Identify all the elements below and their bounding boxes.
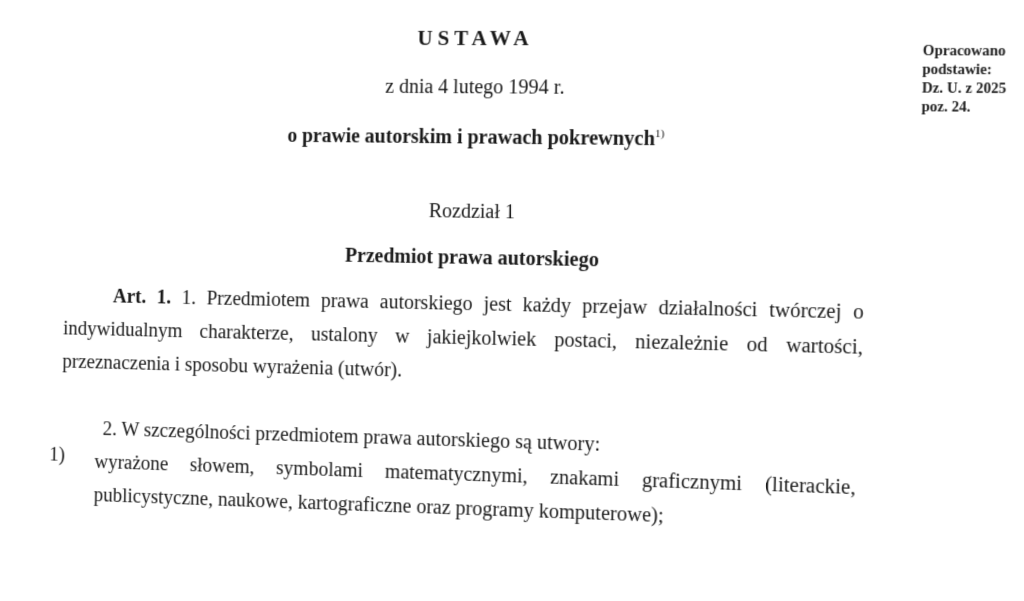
footnote-mark: 1) xyxy=(654,128,665,141)
source-note-line: poz. 24. xyxy=(921,99,971,116)
article-1-paragraph-2: 2. W szczególności przedmiotem prawa autorskiego są utwory: xyxy=(102,418,601,456)
act-date: z dnia 4 lutego 1994 r. xyxy=(385,75,565,99)
article-1-para-1-text: 1. Przedmiotem prawa autorskiego jest każdy przejaw działalności twórczej o indywidualnym charakterze, ustalony w jakiejkolwiek postaci, niezależnie od wartości, przeznaczenia i sposobu wyrażenia (utwór). xyxy=(62,287,865,382)
document-page xyxy=(10,0,1024,601)
act-type-heading: USTAWA xyxy=(417,25,535,51)
source-note-line: Opracowano xyxy=(922,43,1006,60)
source-note-line: podstawie: xyxy=(922,62,992,79)
list-item: wyrażone słowem, symbolami matematycznymi, znakami graficznymi (literackie, publicystyczne, naukowe, kartograficzne oraz programy komputerowe); xyxy=(93,451,857,528)
source-note xyxy=(921,43,1024,119)
chapter-number: Rozdział 1 xyxy=(428,200,516,224)
article-label: Art. 1. xyxy=(112,285,172,309)
source-note-line: Dz. U. z 2025 xyxy=(921,81,1007,98)
act-subject-text: o prawie autorskim i prawach pokrewnych xyxy=(287,124,656,151)
list-item-number: 1) xyxy=(49,443,66,466)
chapter-title: Przedmiot prawa autorskiego xyxy=(344,244,600,272)
article-1-paragraph-1 xyxy=(62,279,864,400)
act-subject xyxy=(227,124,729,152)
